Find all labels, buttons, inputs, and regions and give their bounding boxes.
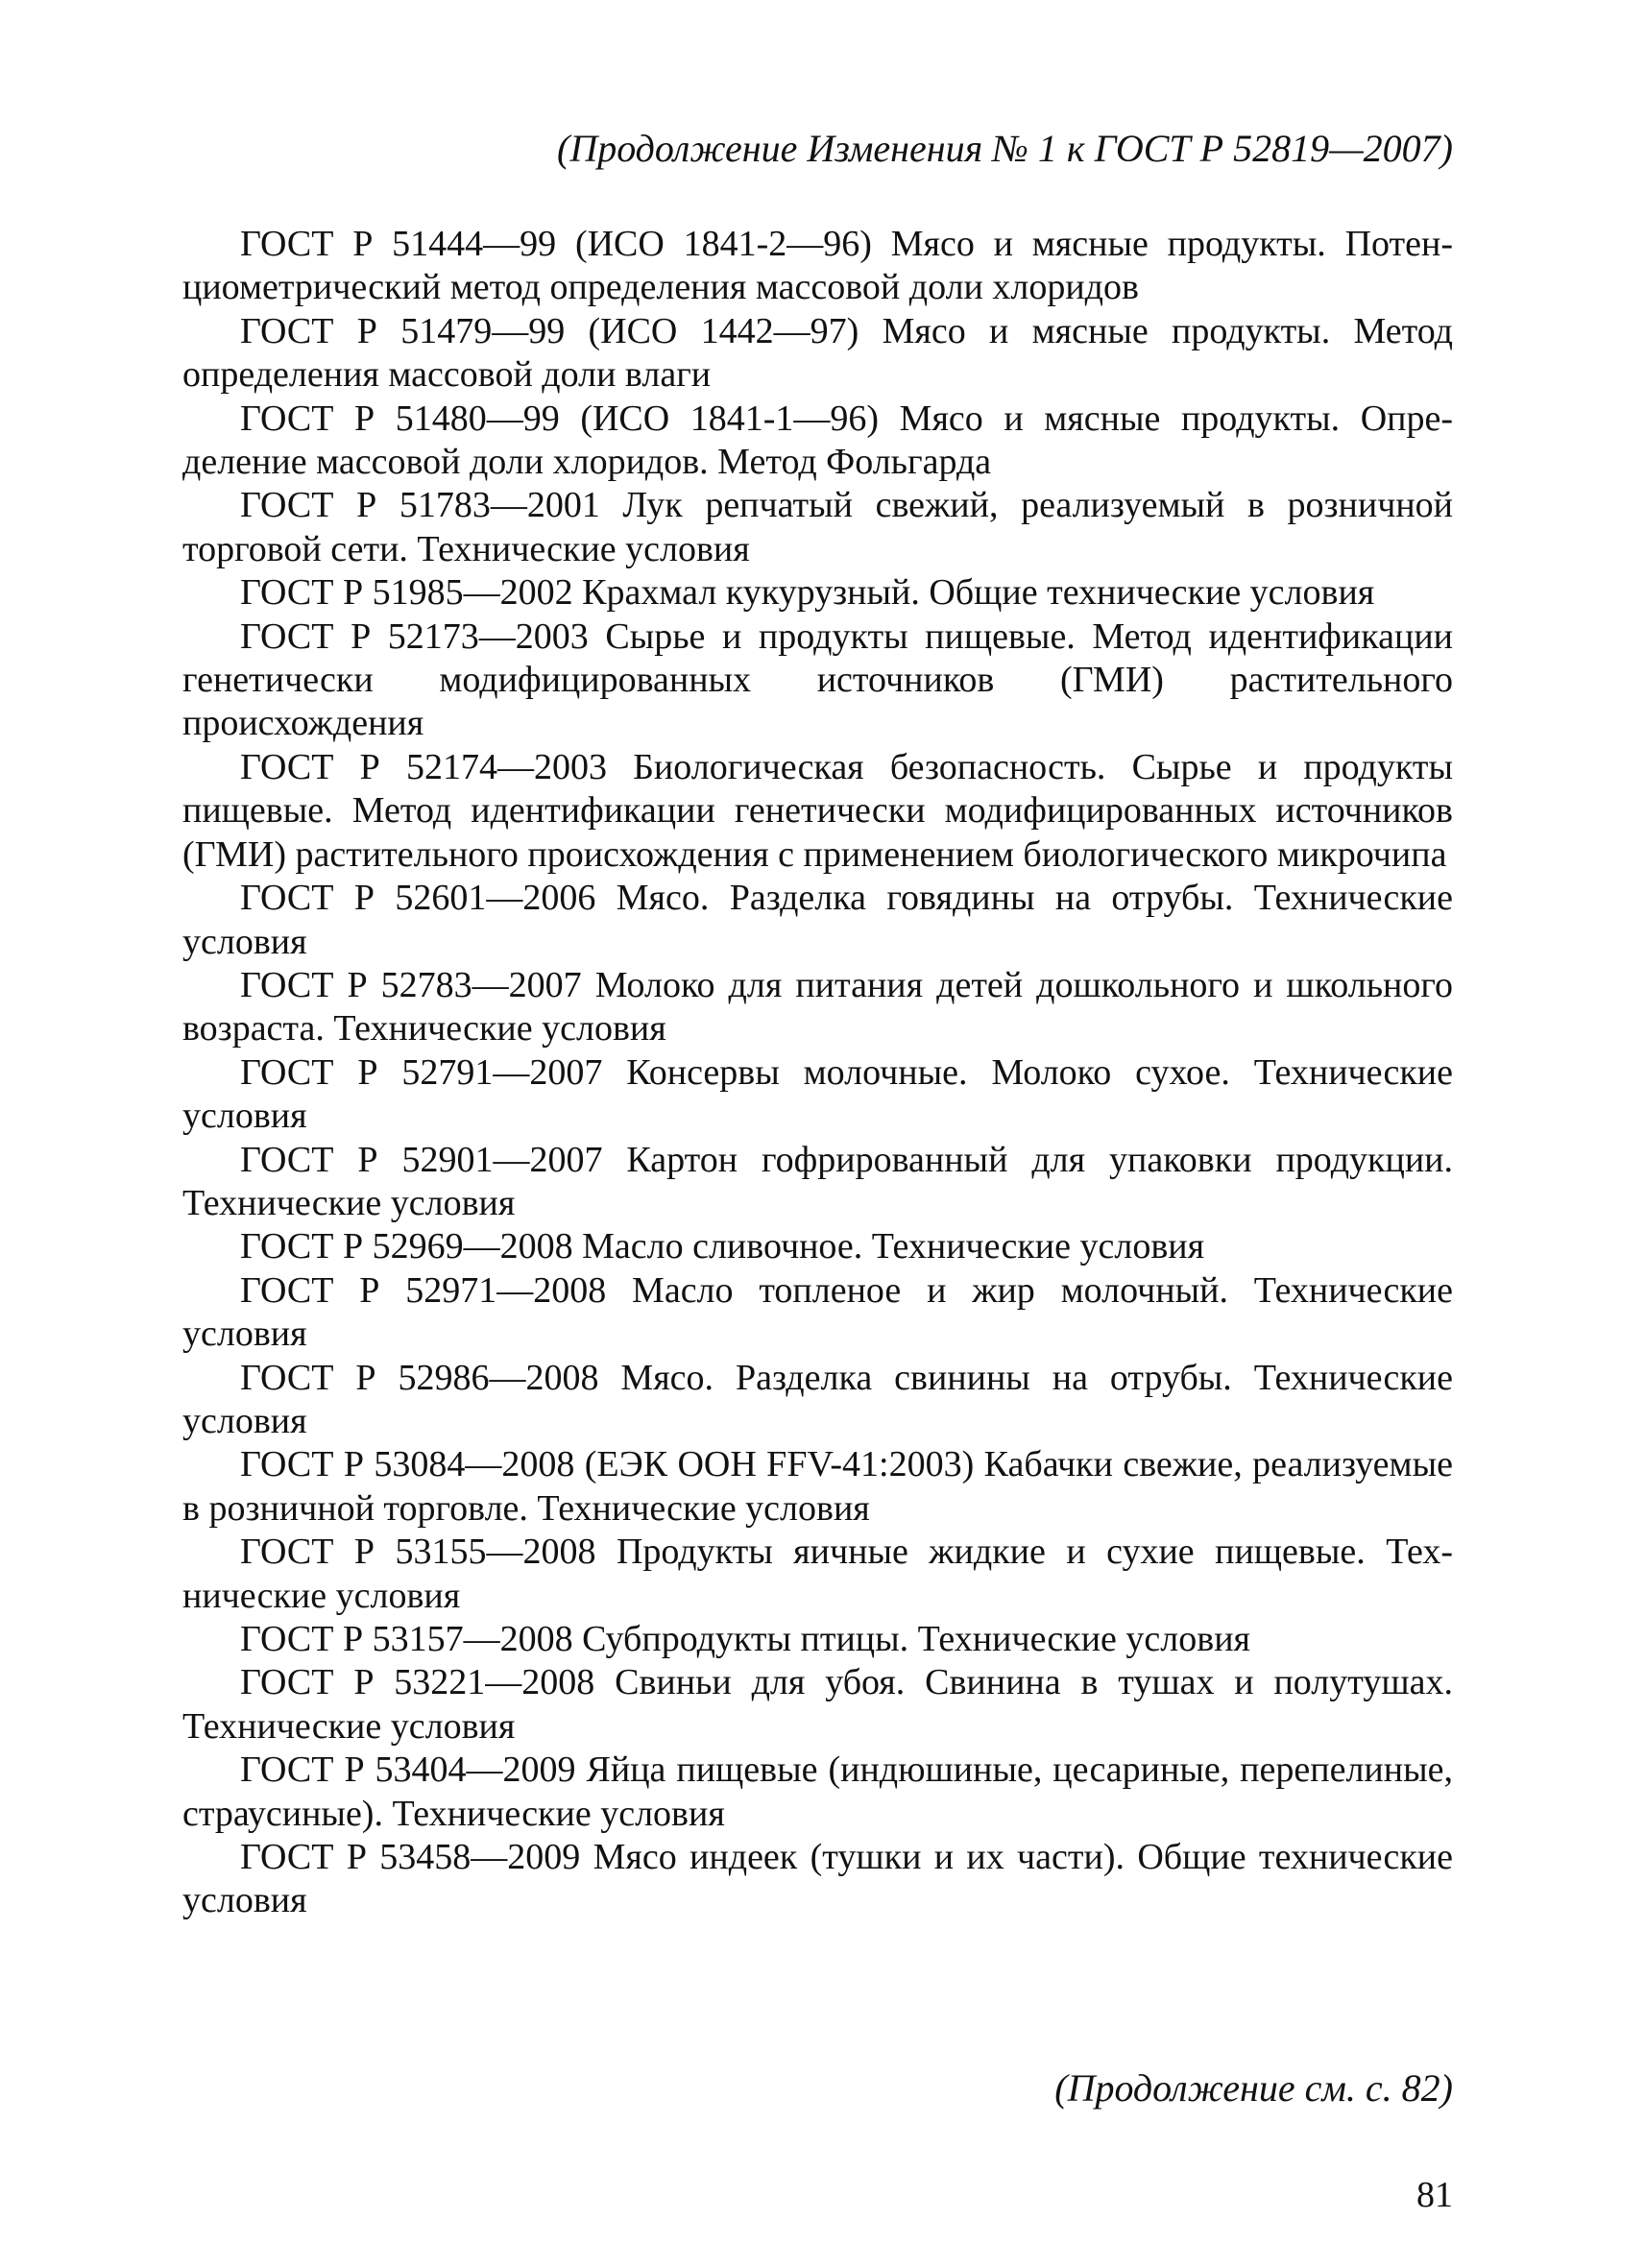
list-item: ГОСТ Р 51479—99 (ИСО 1442—97) Мясо и мясные продукты. Метод определения массовой доли влаги (182, 310, 1453, 396)
list-item: ГОСТ Р 53157—2008 Субпродукты птицы. Технические условия (240, 1619, 1251, 1659)
running-header: (Продолжение Изменения № 1 к ГОСТ Р 52819—2007) (557, 127, 1453, 170)
continuation-note: (Продолжение см. с. 82) (1054, 2066, 1453, 2110)
list-item: ГОСТ Р 51480—99 (ИСО 1841-1—96) Мясо и мясные продукты. Определение массовой доли хлоридов. Метод Фольгарда (182, 398, 1453, 483)
list-item: ГОСТ Р 53404—2009 Яйца пищевые (индюшиные, цесариные, перепелиные, страусиные). Технические условия (182, 1749, 1453, 1834)
list-item: ГОСТ Р 52969—2008 Масло сливочное. Технические условия (240, 1226, 1205, 1267)
list-item: ГОСТ Р 52783—2007 Молоко для питания детей дошкольного и школьного возраста. Технические условия (182, 964, 1453, 1050)
list-item: ГОСТ Р 52601—2006 Мясо. Разделка говядины на отрубы. Технические условия (182, 878, 1453, 962)
list-item: ГОСТ Р 52174—2003 Биологическая безопасность. Сырье и продукты пищевые. Метод идентификации генетически модифицированных источников (ГМИ) растительного происхождения с применением биологического микрочипа (182, 746, 1453, 875)
list-item: ГОСТ Р 52791—2007 Консервы молочные. Молоко сухое. Технические условия (182, 1051, 1453, 1137)
list-item: ГОСТ Р 52986—2008 Мясо. Разделка свинины на отрубы. Технические условия (182, 1357, 1453, 1441)
list-item: ГОСТ Р 51783—2001 Лук репчатый свежий, реализуемый в розничной торговой сети. Технические условия (182, 485, 1453, 569)
list-item: ГОСТ Р 51444—99 (ИСО 1841-2—96) Мясо и мясные продукты. Потенциометрический метод определения массовой доли хлоридов (182, 224, 1453, 308)
list-item: ГОСТ Р 51985—2002 Крахмал кукурузный. Общие технические условия (240, 572, 1375, 614)
list-item: ГОСТ Р 53221—2008 Свиньи для убоя. Свинина в тушах и полутушах. Технические условия (182, 1662, 1453, 1747)
standards-list (182, 223, 1453, 1923)
page-number: 81 (1416, 2175, 1453, 2215)
list-item: ГОСТ Р 53155—2008 Продукты яичные жидкие и сухие пищевые. Технические условия (182, 1532, 1453, 1616)
list-item: ГОСТ Р 52971—2008 Масло топленое и жир молочный. Технические условия (182, 1269, 1453, 1355)
list-item: ГОСТ Р 52901—2007 Картон гофрированный для упаковки продукции. Технические условия (182, 1139, 1453, 1223)
document-page (182, 0, 1453, 2268)
list-item: ГОСТ Р 53084—2008 (ЕЭК ООН FFV-41:2003) Кабачки свежие, реализуемые в розничной торговле. Технические условия (182, 1444, 1453, 1529)
list-item: ГОСТ Р 52173—2003 Сырье и продукты пищевые. Метод идентификации генетически модифицированных источников (ГМИ) растительного происхождения (182, 615, 1453, 744)
list-item: ГОСТ Р 53458—2009 Мясо индеек (тушки и их части). Общие технические условия (182, 1837, 1453, 1921)
